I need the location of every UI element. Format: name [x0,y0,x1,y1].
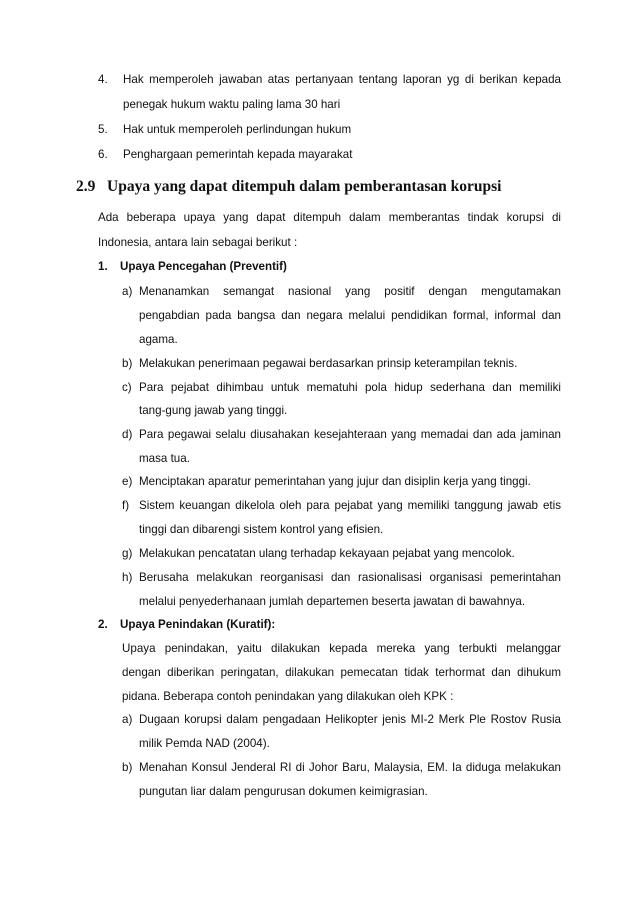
list-item-text: penegak hukum waktu paling lama 30 hari [123,98,341,111]
list-item-text: Hak untuk memperoleh perlindungan hukum [123,123,352,136]
item-text: pengabdian pada bangsa dan negara melalui pendidikan formal, informal dan [139,309,561,322]
item-text: Para pejabat dihimbau untuk mematuhi pola hidup sederhana dan memiliki [139,381,561,394]
item-label: c) [122,381,132,394]
paragraph-line: pidana. Beberapa contoh penindakan yang dilakukan oleh KPK : [122,690,454,703]
item-label: b) [122,761,133,774]
item-text: Dugaan korupsi dalam pengadaan Helikopter jenis MI-2 Merk Ple Rostov Rusia [139,713,561,726]
item-text: milik Pemda NAD (2004). [139,737,270,750]
item-text: Melakukan pencatatan ulang terhadap kekayaan pejabat yang mencolok. [139,547,515,560]
item-text: masa tua. [139,452,190,465]
paragraph-line: Ada beberapa upaya yang dapat ditempuh dalam memberantas tindak korupsi di [98,211,561,224]
item-label: a) [122,285,133,298]
item-text: Sistem keuangan dikelola oleh para pejabat yang memiliki tanggung jawab etis [139,499,561,512]
item-text: tinggi dan dibarengi sistem kontrol yang efisien. [139,523,384,536]
subsection-title: Upaya Penindakan (Kuratif): [120,618,276,631]
item-label: a) [122,713,133,726]
section-number: 2.9 [76,178,96,195]
item-text: Menahan Konsul Jenderal RI di Johor Baru, Malaysia, EM. Ia diduga melakukan [139,761,561,774]
paragraph-line: dengan diberikan peringatan, dilakukan pemecatan tidak terhormat dan dihukum [122,666,561,679]
item-text: Menanamkan semangat nasional yang positif dengan mengutamakan [139,285,561,298]
item-text: pungutan liar dalam pengurusan dokumen keimigrasian. [139,785,428,798]
item-text: Berusaha melakukan reorganisasi dan rasionalisasi organisasi pemerintahan [139,571,561,584]
item-text: agama. [139,333,178,346]
item-label: e) [122,475,133,488]
item-text: Para pegawai selalu diusahakan kesejahteraan yang memadai dan ada jaminan [139,428,561,441]
item-label: d) [122,428,133,441]
item-label: g) [122,547,133,560]
item-text: tang-gung jawab yang tinggi. [139,404,288,417]
item-text: Menciptakan aparatur pemerintahan yang jujur dan disiplin kerja yang tinggi. [139,475,531,488]
subsection-title: Upaya Pencegahan (Preventif) [120,260,287,273]
list-item-text: Hak memperoleh jawaban atas pertanyaan tentang laporan yg di berikan kepada [123,73,561,86]
list-number: 6. [98,148,108,161]
list-number: 5. [98,123,108,136]
section-title: Upaya yang dapat ditempuh dalam pemberantasan korupsi [107,178,502,195]
section-heading [76,178,501,196]
item-label: f) [122,499,130,512]
item-text: Melakukan penerimaan pegawai berdasarkan prinsip keterampilan teknis. [139,357,518,370]
paragraph-line: Upaya penindakan, yaitu dilakukan kepada mereka yang terbukti melanggar [122,642,561,655]
item-label: b) [122,357,133,370]
item-text: melalui penyederhanaan jumlah departemen beserta jawatan di bawahnya. [139,595,526,608]
list-number: 4. [98,73,108,86]
item-label: h) [122,571,133,584]
subsection-number: 2. [98,618,108,631]
subsection-number: 1. [98,260,108,273]
paragraph-line: Indonesia, antara lain sebagai berikut : [98,236,298,249]
list-item-text: Penghargaan pemerintah kepada mayarakat [123,148,353,161]
